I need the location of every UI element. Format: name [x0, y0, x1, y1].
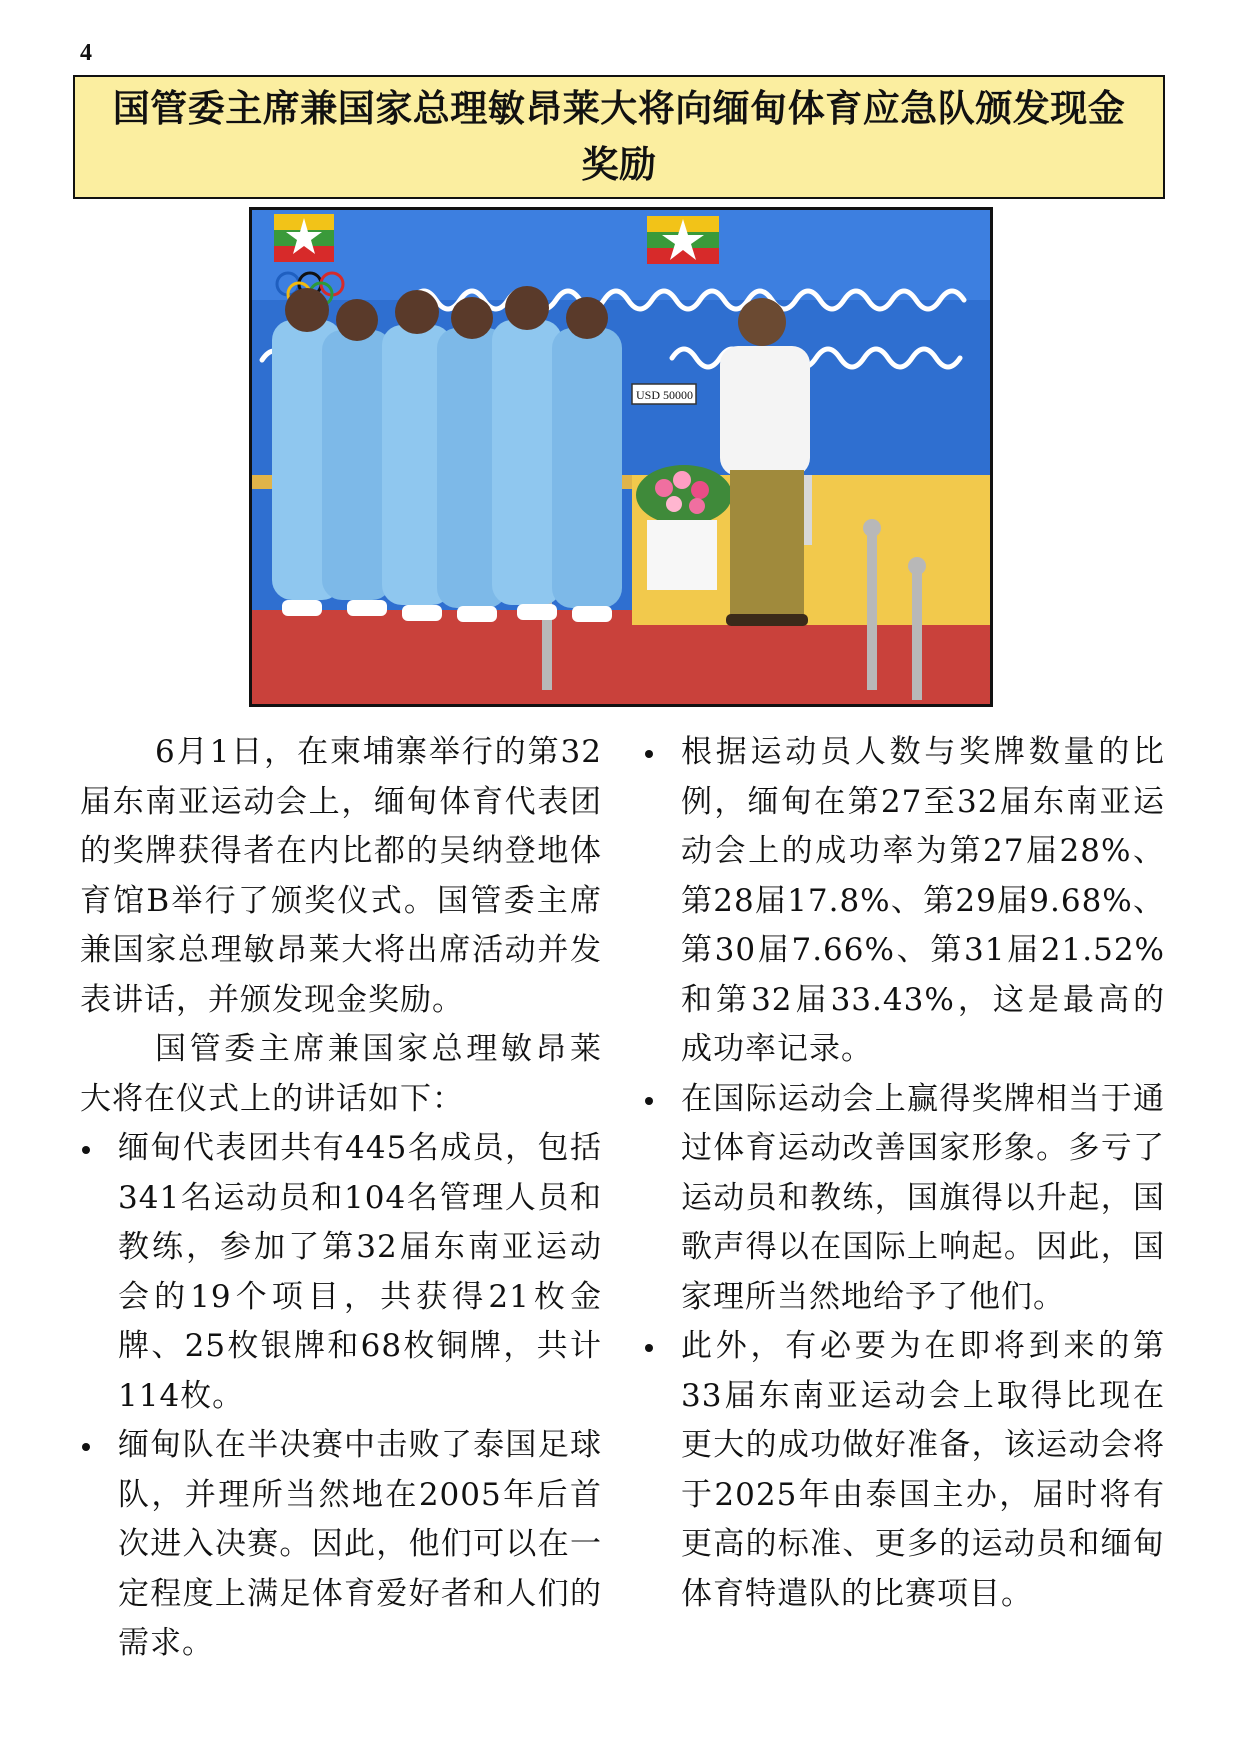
bullet-icon	[82, 1443, 90, 1451]
page-number: 4	[80, 40, 92, 66]
list-item: 缅甸队在半决赛中击败了泰国足球队，并理所当然地在2005年后首次进入决赛。因此，他们可以在一定程度上满足体育爱好者和人们的需求。	[80, 1421, 602, 1669]
ceremony-photo	[249, 207, 993, 707]
list-item: 缅甸代表团共有445名成员，包括341名运动员和104名管理人员和教练，参加了第32届东南亚运动会的19个项目，共获得21枚金牌、25枚银牌和68枚铜牌，共计114枚。	[80, 1124, 602, 1421]
right-column	[643, 728, 1165, 1619]
article-title-box	[73, 75, 1165, 199]
intro-paragraph: 6月1日，在柬埔寨举行的第32届东南亚运动会上，缅甸体育代表团的奖牌获得者在内比都的吴纳登地体育馆B举行了颁奖仪式。国管委主席兼国家总理敏昂莱大将出席活动并发表讲话，并颁发现金奖励。	[80, 734, 602, 1018]
list-item: 在国际运动会上赢得奖牌相当于通过体育运动改善国家形象。多亏了运动员和教练，国旗得以升起，国歌声得以在国际上响起。因此，国家理所当然地给予了他们。	[643, 1075, 1165, 1323]
bullet-icon	[645, 1097, 653, 1105]
cheque-text: USD 50000	[636, 388, 694, 402]
myanmar-flag-icon-large	[647, 216, 719, 264]
bullet-icon	[82, 1146, 90, 1154]
presenter-icon	[720, 298, 810, 626]
bullet-icon	[645, 750, 653, 758]
athletes-group-icon	[272, 286, 622, 622]
award-ceremony-photo-icon	[252, 210, 990, 704]
left-bullet-list	[80, 1124, 602, 1669]
left-column	[80, 728, 602, 1669]
list-item: 根据运动员人数与奖牌数量的比例，缅甸在第27至32届东南亚运动会上的成功率为第27届28%、第28届17.8%、第29届9.68%、第30届7.66%、第31届21.52%和第32届33.43%，这是最高的成功率记录。	[643, 728, 1165, 1075]
speech-intro-paragraph: 国管委主席兼国家总理敏昂莱大将在仪式上的讲话如下：	[80, 1031, 602, 1117]
list-item: 此外，有必要为在即将到来的第33届东南亚运动会上取得比现在更大的成功做好准备，该运动会将于2025年由泰国主办，届时将有更高的标准、更多的运动员和缅甸体育特遣队的比赛项目。	[643, 1322, 1165, 1619]
bullet-icon	[645, 1344, 653, 1352]
right-bullet-list	[643, 728, 1165, 1619]
myanmar-flag-icon	[274, 214, 334, 262]
article-title: 国管委主席兼国家总理敏昂莱大将向缅甸体育应急队颁发现金奖励	[112, 87, 1126, 186]
